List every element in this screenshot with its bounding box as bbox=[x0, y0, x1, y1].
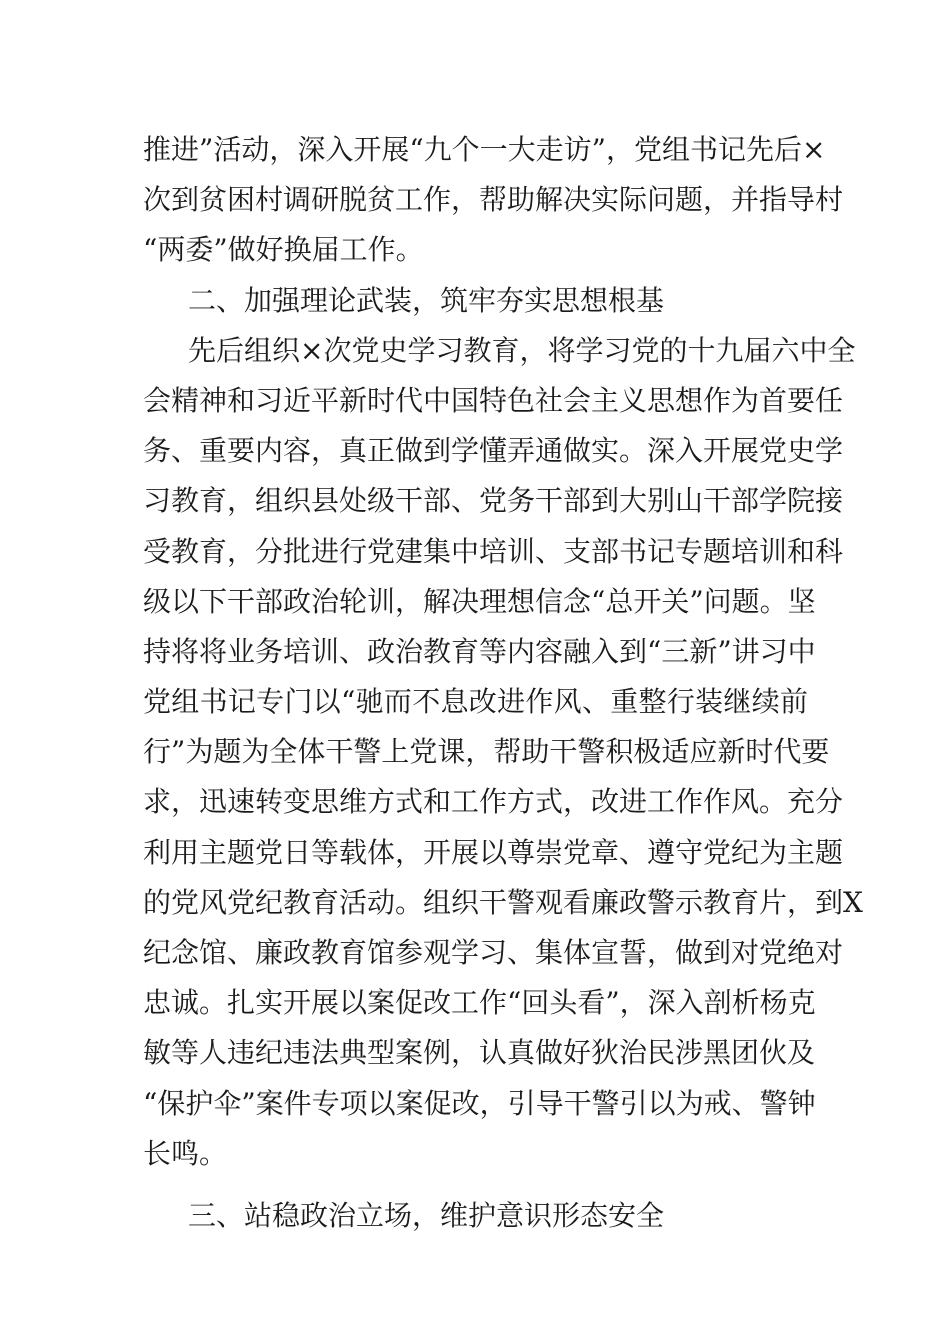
text-line: 党组书记专门以“驰而不息改进作风、重整行装继续前 bbox=[143, 685, 808, 719]
text-line: 务、重要内容，真正做到学懂弄通做实。深入开展党史学 bbox=[143, 434, 844, 468]
text-line: “两委”做好换届工作。 bbox=[143, 233, 424, 267]
text-line: 求，迅速转变思维方式和工作方式，改进工作作风。充分 bbox=[143, 785, 844, 819]
text-line: 纪念馆、廉政教育馆参观学习、集体宣誓，做到对党绝对 bbox=[143, 936, 844, 969]
text-line: 级以下干部政治轮训，解决理想信念“总开关”问题。坚 bbox=[143, 584, 816, 618]
text-line: 受教育，分批进行党建集中培训、支部书记专题培训和科 bbox=[143, 534, 844, 568]
section-heading-2: 二、加强理论武装，筑牢夯实思想根基 bbox=[188, 283, 665, 317]
text-line: 长鸣。 bbox=[143, 1136, 228, 1170]
section-heading-3: 三、站稳政治立场，维护意识形态安全 bbox=[188, 1198, 665, 1232]
text-line: 敏等人违纪违法典型案例，认真做好狄治民涉黑团伙及 bbox=[143, 1036, 816, 1070]
text-line: 忠诚。扎实开展以案促改工作“回头看”，深入剖析杨克 bbox=[143, 986, 816, 1020]
text-line: 持将将业务培训、政治教育等内容融入到“三新”讲习中 bbox=[143, 634, 816, 668]
text-line: 推进”活动，深入开展“九个一大走访”，党组书记先后× bbox=[143, 133, 826, 166]
text-line: 会精神和习近平新时代中国特色社会主义思想作为首要任 bbox=[143, 383, 844, 417]
text-line: 次到贫困村调研脱贫工作，帮助解决实际问题，并指导村 bbox=[143, 183, 844, 217]
text-line: “保护伞”案件专项以案促改，引导干警引以为戒、警钟 bbox=[143, 1086, 816, 1120]
paragraph-continuation bbox=[143, 125, 844, 276]
text-line: 的党风党纪教育活动。组织干警观看廉政警示教育片，到X bbox=[143, 885, 863, 919]
document-body bbox=[143, 125, 863, 1241]
section-2-paragraph bbox=[143, 326, 863, 1179]
text-line: 利用主题党日等载体，开展以尊崇党章、遵守党纪为主题 bbox=[143, 835, 844, 869]
text-line: 行”为题为全体干警上党课，帮助干警积极适应新时代要 bbox=[143, 735, 830, 769]
text-line: 先后组织×次党史学习教育，将学习党的十九届六中全 bbox=[188, 333, 856, 367]
text-line: 习教育，组织县处级干部、党务干部到大别山干部学院接 bbox=[143, 484, 844, 518]
